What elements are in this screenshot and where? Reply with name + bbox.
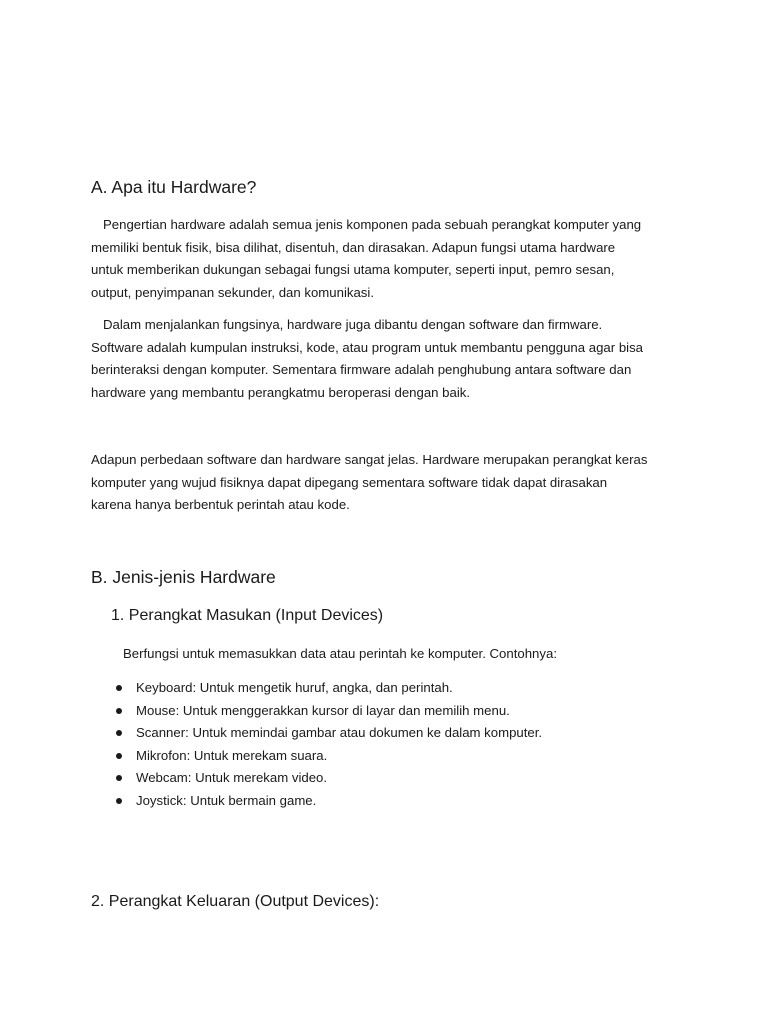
bullet-icon: [116, 775, 122, 781]
bullet-icon: [116, 685, 122, 691]
list-item: Mikrofon: Untuk merekam suara.: [136, 745, 542, 768]
text-line: Software adalah kumpulan instruksi, kode, atau program untuk membantu pengguna agar bisa: [91, 339, 644, 355]
text-line: Pengertian hardware adalah semua jenis komponen pada sebuah perangkat komputer yang: [103, 217, 642, 232]
bullet-icon: [116, 798, 122, 804]
paragraph-differences: [91, 449, 681, 517]
bullet-icon: [116, 730, 122, 736]
text-line: untuk memberikan dukungan sebagai fungsi utama komputer, seperti input, pemro sesan,: [91, 262, 615, 277]
text-line: Dalam menjalankan fungsinya, hardware juga dibantu dengan software dan firmware.: [103, 317, 603, 332]
text-line: memiliki bentuk fisik, bisa dilihat, disentuh, dan dirasakan. Adapun fungsi utama hardware: [91, 239, 616, 255]
list-item: Mouse: Untuk menggerakkan kursor di layar dan memilih menu.: [136, 700, 542, 723]
sub-heading-output-devices: 2. Perangkat Keluaran (Output Devices):: [91, 893, 380, 910]
text-line: Adapun perbedaan software dan hardware sangat jelas. Hardware merupakan perangkat keras: [91, 452, 648, 467]
list-item: Webcam: Untuk merekam video.: [136, 767, 542, 790]
section-a-heading: A. Apa itu Hardware?: [91, 177, 257, 197]
section-b-heading: B. Jenis-jenis Hardware: [91, 567, 276, 587]
paragraph-hardware-definition: [91, 214, 681, 304]
sub-heading-input-devices: 1. Perangkat Masukan (Input Devices): [111, 607, 384, 624]
list-item: Joystick: Untuk bermain game.: [136, 790, 542, 813]
list-item: Scanner: Untuk memindai gambar atau dokumen ke dalam komputer.: [136, 722, 542, 745]
input-devices-intro: Berfungsi untuk memasukkan data atau perintah ke komputer. Contohnya:: [123, 646, 557, 661]
text-line: berinteraksi dengan komputer. Sementara firmware adalah penghubung antara software dan: [91, 362, 632, 377]
text-line: karena hanya berbentuk perintah atau kode.: [91, 497, 350, 512]
text-line: komputer yang wujud fisiknya dapat dipegang sementara software tidak dapat dirasakan: [91, 474, 608, 490]
input-devices-list: [136, 677, 542, 813]
bullet-icon: [116, 753, 122, 759]
paragraph-software-firmware: [91, 314, 681, 404]
list-item: Keyboard: Untuk mengetik huruf, angka, dan perintah.: [136, 677, 542, 700]
text-line: output, penyimpanan sekunder, dan komunikasi.: [91, 284, 374, 300]
bullet-icon: [116, 708, 122, 714]
text-line: hardware yang membantu perangkatmu beroperasi dengan baik.: [91, 384, 471, 400]
